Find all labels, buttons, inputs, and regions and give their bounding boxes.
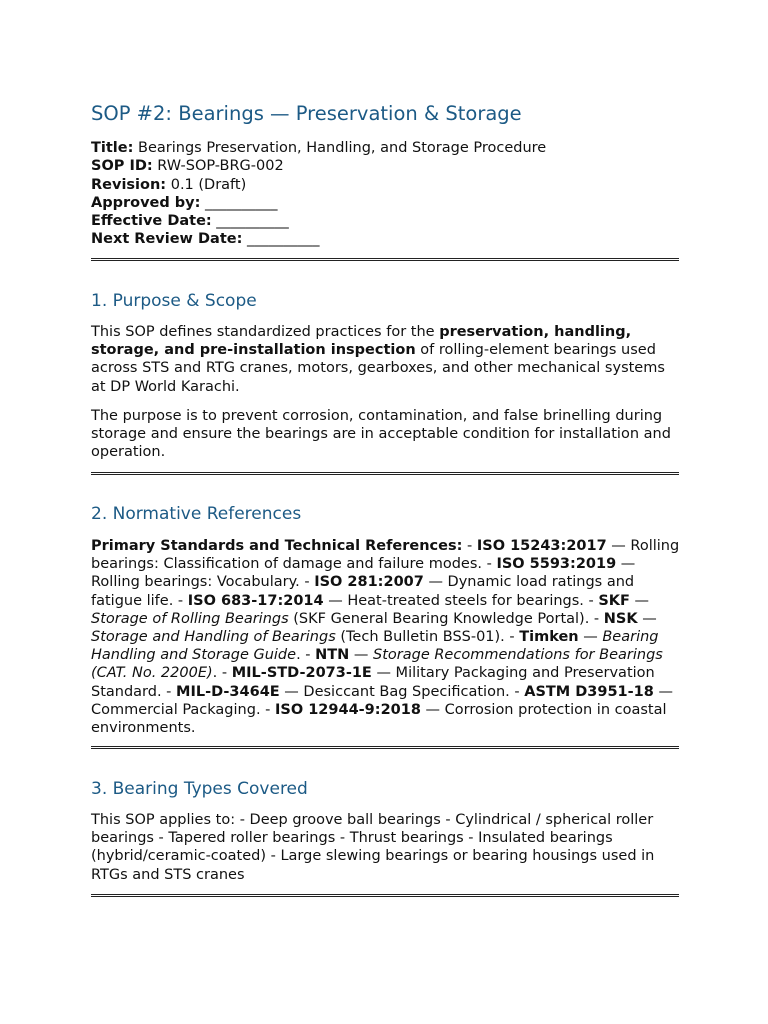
bearing-types-paragraph: This SOP applies to: - Deep groove ball bearings - Cylindrical / spherical roller bearings - Tapered roller bearings - Thrust bearings - Insulated bearings (hybrid/ceramic-coated) - Large slewing bearings or bearing housings used in RTGs and STS cranes (91, 812, 655, 883)
references-text: — Military Packaging and Preservation Standard. - (91, 665, 655, 700)
meta-effective-value: __________ (211, 213, 289, 230)
references-text: — Corrosion protection in coastal environments. (91, 701, 667, 737)
references-text: — (637, 610, 657, 627)
references-text: — Rolling bearings: Classification of damage and failure modes. - (91, 538, 680, 573)
meta-revision-label: Revision: (91, 176, 167, 193)
references-text: — Heat-treated steels for bearings. - (323, 592, 599, 609)
purpose-text-a: This SOP defines standardized practices for the (91, 324, 440, 340)
meta-approved-row (91, 194, 546, 212)
meta-effective-row (91, 212, 546, 230)
page-title: SOP #2: Bearings — Preservation & Storage (91, 102, 522, 125)
meta-approved-label: Approved by: (91, 194, 201, 211)
document-metadata (91, 139, 546, 249)
reference-code: MIL-D-3464E (176, 683, 280, 700)
references-text: . - (296, 647, 316, 664)
reference-code: ISO 5593:2019 (496, 556, 617, 573)
reference-code: Timken (519, 629, 579, 646)
purpose-text-c: of rolling-element bearings used across STS and RTG cranes, motors, gearboxes, and other mechanical systems at DP World Karachi. (91, 342, 665, 395)
reference-document-title: Bearing Handling and Storage Guide (91, 629, 659, 664)
references-text: — Rolling bearings: Vocabulary. - (91, 556, 636, 591)
meta-approved-value: __________ (200, 194, 278, 211)
reference-code: ISO 683-17:2014 (187, 592, 324, 609)
references-text: — (349, 647, 374, 664)
references-paragraph (91, 537, 681, 737)
references-lead: Primary Standards and Technical References: (91, 538, 463, 554)
meta-review-row (91, 230, 546, 248)
reference-code: ISO 281:2007 (314, 574, 424, 591)
reference-code: NSK (603, 610, 638, 627)
meta-title-label: Title: (91, 140, 134, 156)
reference-document-title: Storage Recommendations for Bearings (CAT. No. 2200E) (91, 647, 663, 682)
references-text: - (462, 538, 477, 554)
references-text: — Desiccant Bag Specification. - (279, 683, 525, 700)
references-text: — Commercial Packaging. - (91, 683, 673, 718)
section-divider (91, 258, 679, 261)
reference-code: ASTM D3951-18 (524, 683, 654, 700)
meta-revision-row (91, 176, 546, 194)
references-text: (Tech Bulletin BSS-01). - (335, 629, 520, 646)
purpose-text-bold: preservation, handling, storage, and pre-installation inspection (91, 324, 632, 359)
references-text: (SKF General Bearing Knowledge Portal). - (288, 610, 604, 627)
reference-code: SKF (598, 592, 630, 609)
meta-revision-value: 0.1 (Draft) (166, 176, 247, 193)
section-divider (91, 894, 679, 897)
references-text: — Dynamic load ratings and fatigue life. - (91, 574, 635, 609)
meta-title-row (91, 139, 546, 157)
meta-title-value: Bearings Preservation, Handling, and Storage Procedure (133, 140, 547, 156)
references-text: — (578, 629, 603, 646)
meta-sop-id-label: SOP ID: (91, 158, 153, 175)
reference-document-title: Storage and Handling of Bearings (91, 629, 336, 646)
section-divider (91, 472, 679, 475)
section-heading-references: 2. Normative References (91, 504, 302, 524)
reference-code: ISO 12944-9:2018 (275, 701, 421, 718)
meta-review-label: Next Review Date: (91, 231, 243, 248)
references-text: — (629, 592, 650, 609)
reference-code: NTN (315, 647, 350, 664)
section-divider (91, 746, 679, 749)
reference-document-title: Storage of Rolling Bearings (91, 610, 289, 627)
section-heading-bearing-types: 3. Bearing Types Covered (91, 779, 308, 799)
purpose-paragraph-1 (91, 323, 681, 396)
meta-effective-label: Effective Date: (91, 213, 212, 230)
meta-sop-id-value: RW-SOP-BRG-002 (152, 158, 284, 175)
references-text: . - (212, 665, 232, 682)
reference-code: MIL-STD-2073-1E (231, 665, 372, 682)
purpose-paragraph-2: The purpose is to prevent corrosion, contamination, and false brinelling during storage and ensure the bearings are in acceptable condition for installation and operation. (91, 408, 671, 461)
meta-sop-id-row (91, 157, 546, 175)
reference-code: ISO 15243:2017 (476, 538, 607, 554)
meta-review-value: __________ (242, 231, 320, 248)
section-heading-purpose: 1. Purpose & Scope (91, 291, 257, 311)
